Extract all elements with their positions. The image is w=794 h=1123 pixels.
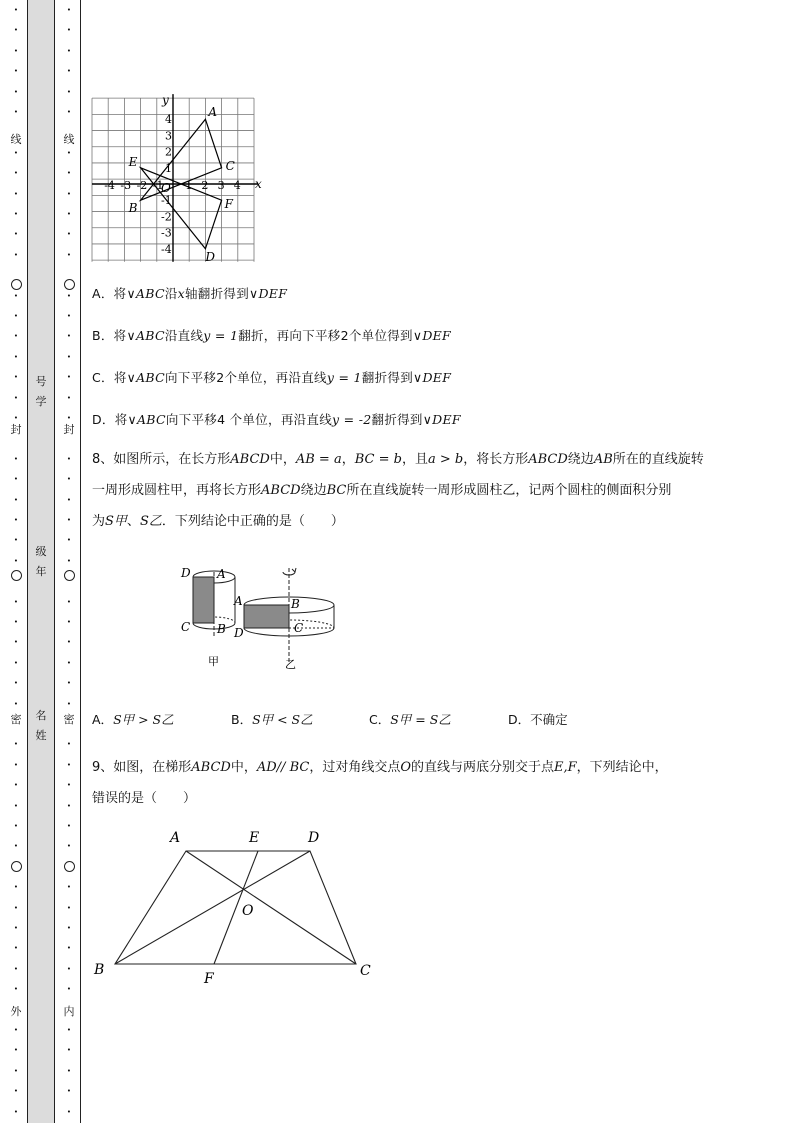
margin-dot: •: [66, 658, 72, 667]
margin-dot: •: [13, 352, 19, 361]
margin-dot: •: [66, 1066, 72, 1075]
label-yi: 乙: [285, 658, 296, 671]
origin-label: O: [161, 181, 171, 195]
q8-cylinder-figures: [88, 560, 358, 675]
margin-dot: •: [13, 332, 19, 341]
margin-dot: •: [13, 760, 19, 769]
margin-dot: •: [66, 67, 72, 76]
point-label-e: E: [128, 154, 138, 169]
margin-dot: •: [13, 924, 19, 932]
x-tick-label: -4: [104, 179, 115, 192]
margin-dot: •: [66, 985, 72, 994]
margin-dot: •: [66, 556, 72, 565]
margin-dot: •: [13, 230, 19, 239]
student-field-grade: 级年: [35, 545, 47, 578]
point-label-b: B: [128, 201, 138, 216]
margin-dot: •: [13, 638, 19, 647]
margin-dot: •: [66, 169, 72, 178]
point-c: C: [360, 963, 371, 979]
margin-dot: •: [66, 108, 72, 116]
q8-stem: 8、如图所示，在长方形ABCD中，AB = a，BC = b，且a > b，将长方形ABCD绕边AB所在的直线旋转 一周形成圆柱甲，再将长方形ABCD绕边BC所在直线旋转一周形成圆柱乙，记两个圆柱的侧面积分别 为S甲、S乙．下列结论中正确的是（ ）: [92, 452, 704, 529]
margin-dot: •: [13, 210, 19, 218]
margin-cut-label: 密: [10, 713, 22, 726]
margin-dot: •: [13, 67, 19, 76]
label-jia: 甲: [208, 655, 219, 668]
margin-dot: •: [13, 291, 19, 300]
margin-dot: •: [66, 822, 72, 830]
margin-dot: •: [66, 1087, 72, 1096]
margin-dot: •: [13, 87, 19, 96]
point-a: A: [170, 830, 181, 846]
margin-circle: [64, 279, 75, 290]
q8-option-b: B．S甲 < S乙: [231, 712, 313, 727]
y-axis-label: y: [162, 93, 169, 108]
x-tick-label: 2: [201, 179, 209, 192]
margin-dot: •: [66, 46, 72, 55]
margin-dot: •: [66, 352, 72, 361]
x-tick-label: 1: [185, 179, 193, 192]
margin-circle: [64, 570, 75, 581]
margin-dot: •: [13, 189, 19, 198]
margin-dot: •: [13, 26, 19, 35]
q8-option-d: D．不确定: [508, 712, 568, 727]
margin-dot: •: [13, 556, 19, 565]
margin-dot: •: [66, 414, 72, 422]
margin-dot: •: [66, 679, 72, 688]
y-tick-label: 4: [165, 113, 172, 127]
point-e: E: [249, 830, 260, 846]
margin-circle: [11, 279, 22, 290]
margin-dot: •: [66, 230, 72, 239]
svg-text:A: A: [234, 594, 243, 608]
margin-dot: •: [66, 760, 72, 769]
margin-dot: •: [66, 210, 72, 218]
margin-dot: •: [13, 516, 19, 524]
margin-dot: •: [13, 250, 19, 259]
margin-dot: •: [66, 332, 72, 341]
y-tick-label: -1: [161, 194, 172, 208]
margin-cut-label: 内: [63, 1005, 75, 1018]
margin-dot: •: [66, 291, 72, 300]
margin-cut-label: 线: [10, 133, 22, 146]
left-dotted-column: [9, 0, 23, 1123]
margin-dot: •: [66, 373, 72, 382]
margin-dot: •: [66, 1026, 72, 1034]
svg-text:D: D: [234, 626, 244, 640]
margin-dot: •: [66, 618, 72, 626]
y-tick-label: 3: [165, 129, 172, 143]
margin-circle: [64, 861, 75, 872]
point-o: O: [242, 903, 254, 919]
margin-dot: •: [13, 822, 19, 830]
margin-dot: •: [66, 516, 72, 524]
x-tick-label: -2: [136, 179, 148, 192]
margin-dot: •: [13, 1046, 19, 1055]
margin-dot: •: [66, 250, 72, 259]
q8-option-c: C．S甲 = S乙: [369, 712, 451, 727]
margin-dot: •: [13, 393, 19, 402]
q9-stem: 9、如图，在梯形ABCD中，AD// BC，过对角线交点O的直线与两底分别交于点E,F，下列结论中， 错误的是（ ）: [92, 760, 668, 806]
margin-dot: •: [66, 189, 72, 198]
margin-dot: •: [13, 842, 19, 851]
margin-dot: •: [13, 781, 19, 790]
right-dotted-column: [62, 0, 76, 1123]
q7-option-a: A．将∨ABC沿x轴翻折得到∨DEF: [92, 286, 288, 301]
margin-dot: •: [13, 944, 19, 953]
margin-dot: •: [13, 373, 19, 382]
point-label-c: C: [225, 158, 235, 173]
margin-dot: •: [66, 495, 72, 504]
margin-dot: •: [13, 536, 19, 545]
margin-cut-label: 密: [63, 713, 75, 726]
q7-option-c: C．将∨ABC向下平移2个单位，再沿直线y = 1翻折得到∨DEF: [92, 370, 452, 385]
cylinder-yi: [233, 568, 334, 671]
margin-dot: •: [13, 495, 19, 504]
student-field-number: 号学: [35, 375, 47, 408]
margin-dot: •: [13, 699, 19, 708]
y-tick-label: -4: [161, 242, 172, 256]
margin-dot: •: [66, 883, 72, 892]
y-tick-label: 2: [165, 145, 172, 159]
margin-dot: •: [13, 1107, 19, 1116]
margin-dot: •: [13, 801, 19, 810]
margin-dot: •: [66, 597, 72, 606]
margin-dot: •: [13, 414, 19, 422]
q8-option-a: A．S甲 > S乙: [92, 712, 174, 727]
margin-cut-label: 封: [10, 423, 22, 436]
x-tick-label: 4: [233, 179, 241, 192]
margin-cut-label: 封: [63, 423, 75, 436]
margin-dot: •: [13, 679, 19, 688]
svg-text:C: C: [181, 620, 191, 634]
margin-dot: •: [13, 108, 19, 116]
margin-dot: •: [66, 924, 72, 932]
x-tick-label: -1: [152, 179, 164, 192]
margin-dot: •: [66, 148, 72, 157]
x-tick-label: 3: [217, 179, 225, 192]
y-tick-label: 1: [165, 161, 172, 175]
margin-dot: •: [66, 903, 72, 912]
margin-dot: •: [66, 699, 72, 708]
margin-dot: •: [66, 454, 72, 463]
q7-coordinate-graph: [92, 93, 262, 264]
margin-dot: •: [66, 842, 72, 851]
margin-dot: •: [66, 638, 72, 647]
margin-dot: •: [66, 740, 72, 749]
student-field-name: 名姓: [35, 709, 47, 742]
margin-dot: •: [13, 985, 19, 994]
y-tick-label: -3: [161, 226, 172, 240]
margin-dot: •: [13, 312, 19, 320]
point-b: B: [94, 962, 105, 978]
margin-dot: •: [13, 169, 19, 178]
margin-dot: •: [13, 475, 19, 484]
margin-dot: •: [13, 148, 19, 157]
svg-text:B: B: [217, 622, 226, 636]
margin-dot: •: [13, 1026, 19, 1034]
point-label-f: F: [224, 197, 233, 212]
q7-option-b: B．将∨ABC沿直线y = 1翻折，再向下平移2个单位得到∨DEF: [92, 328, 452, 343]
margin-dot: •: [66, 536, 72, 545]
margin-circle: [11, 570, 22, 581]
q9-trapezoid-figure: [88, 822, 388, 992]
svg-text:A: A: [217, 567, 226, 581]
margin-dot: •: [13, 6, 19, 14]
margin-dot: •: [13, 618, 19, 626]
svg-text:C: C: [294, 621, 304, 635]
margin-dot: •: [13, 454, 19, 463]
margin-dot: •: [66, 87, 72, 96]
point-d: D: [308, 830, 320, 846]
margin-cut-label: 线: [63, 133, 75, 146]
x-tick-label: -3: [120, 179, 132, 192]
margin-dot: •: [66, 475, 72, 484]
margin-dot: •: [66, 964, 72, 973]
margin-dot: •: [13, 903, 19, 912]
cylinder-jia: [180, 566, 235, 668]
margin-dot: •: [66, 801, 72, 810]
margin-dot: •: [66, 393, 72, 402]
svg-text:D: D: [181, 566, 191, 580]
margin-circle: [11, 861, 22, 872]
margin-dot: •: [66, 944, 72, 953]
margin-dot: •: [13, 964, 19, 973]
y-tick-label: -2: [161, 210, 172, 224]
margin-dot: •: [66, 312, 72, 320]
margin-dot: •: [66, 6, 72, 14]
svg-text:B: B: [291, 597, 300, 611]
margin-dot: •: [13, 1087, 19, 1096]
margin-dot: •: [66, 1107, 72, 1116]
margin-dot: •: [13, 597, 19, 606]
margin-dot: •: [66, 26, 72, 35]
point-label-a: A: [208, 105, 218, 120]
point-f: F: [204, 971, 214, 987]
margin-dot: •: [13, 740, 19, 749]
margin-cut-label: 外: [10, 1005, 22, 1018]
margin-dot: •: [66, 1046, 72, 1055]
binding-margin-line: [80, 0, 81, 1123]
margin-dot: •: [13, 46, 19, 55]
point-label-d: D: [205, 249, 216, 264]
margin-dot: •: [13, 883, 19, 892]
margin-dot: •: [13, 1066, 19, 1075]
q7-option-d: D．将∨ABC向下平移4 个单位，再沿直线y = -2翻折得到∨DEF: [92, 412, 461, 427]
x-axis-label: x: [255, 177, 262, 191]
margin-dot: •: [13, 658, 19, 667]
margin-dot: •: [66, 781, 72, 790]
